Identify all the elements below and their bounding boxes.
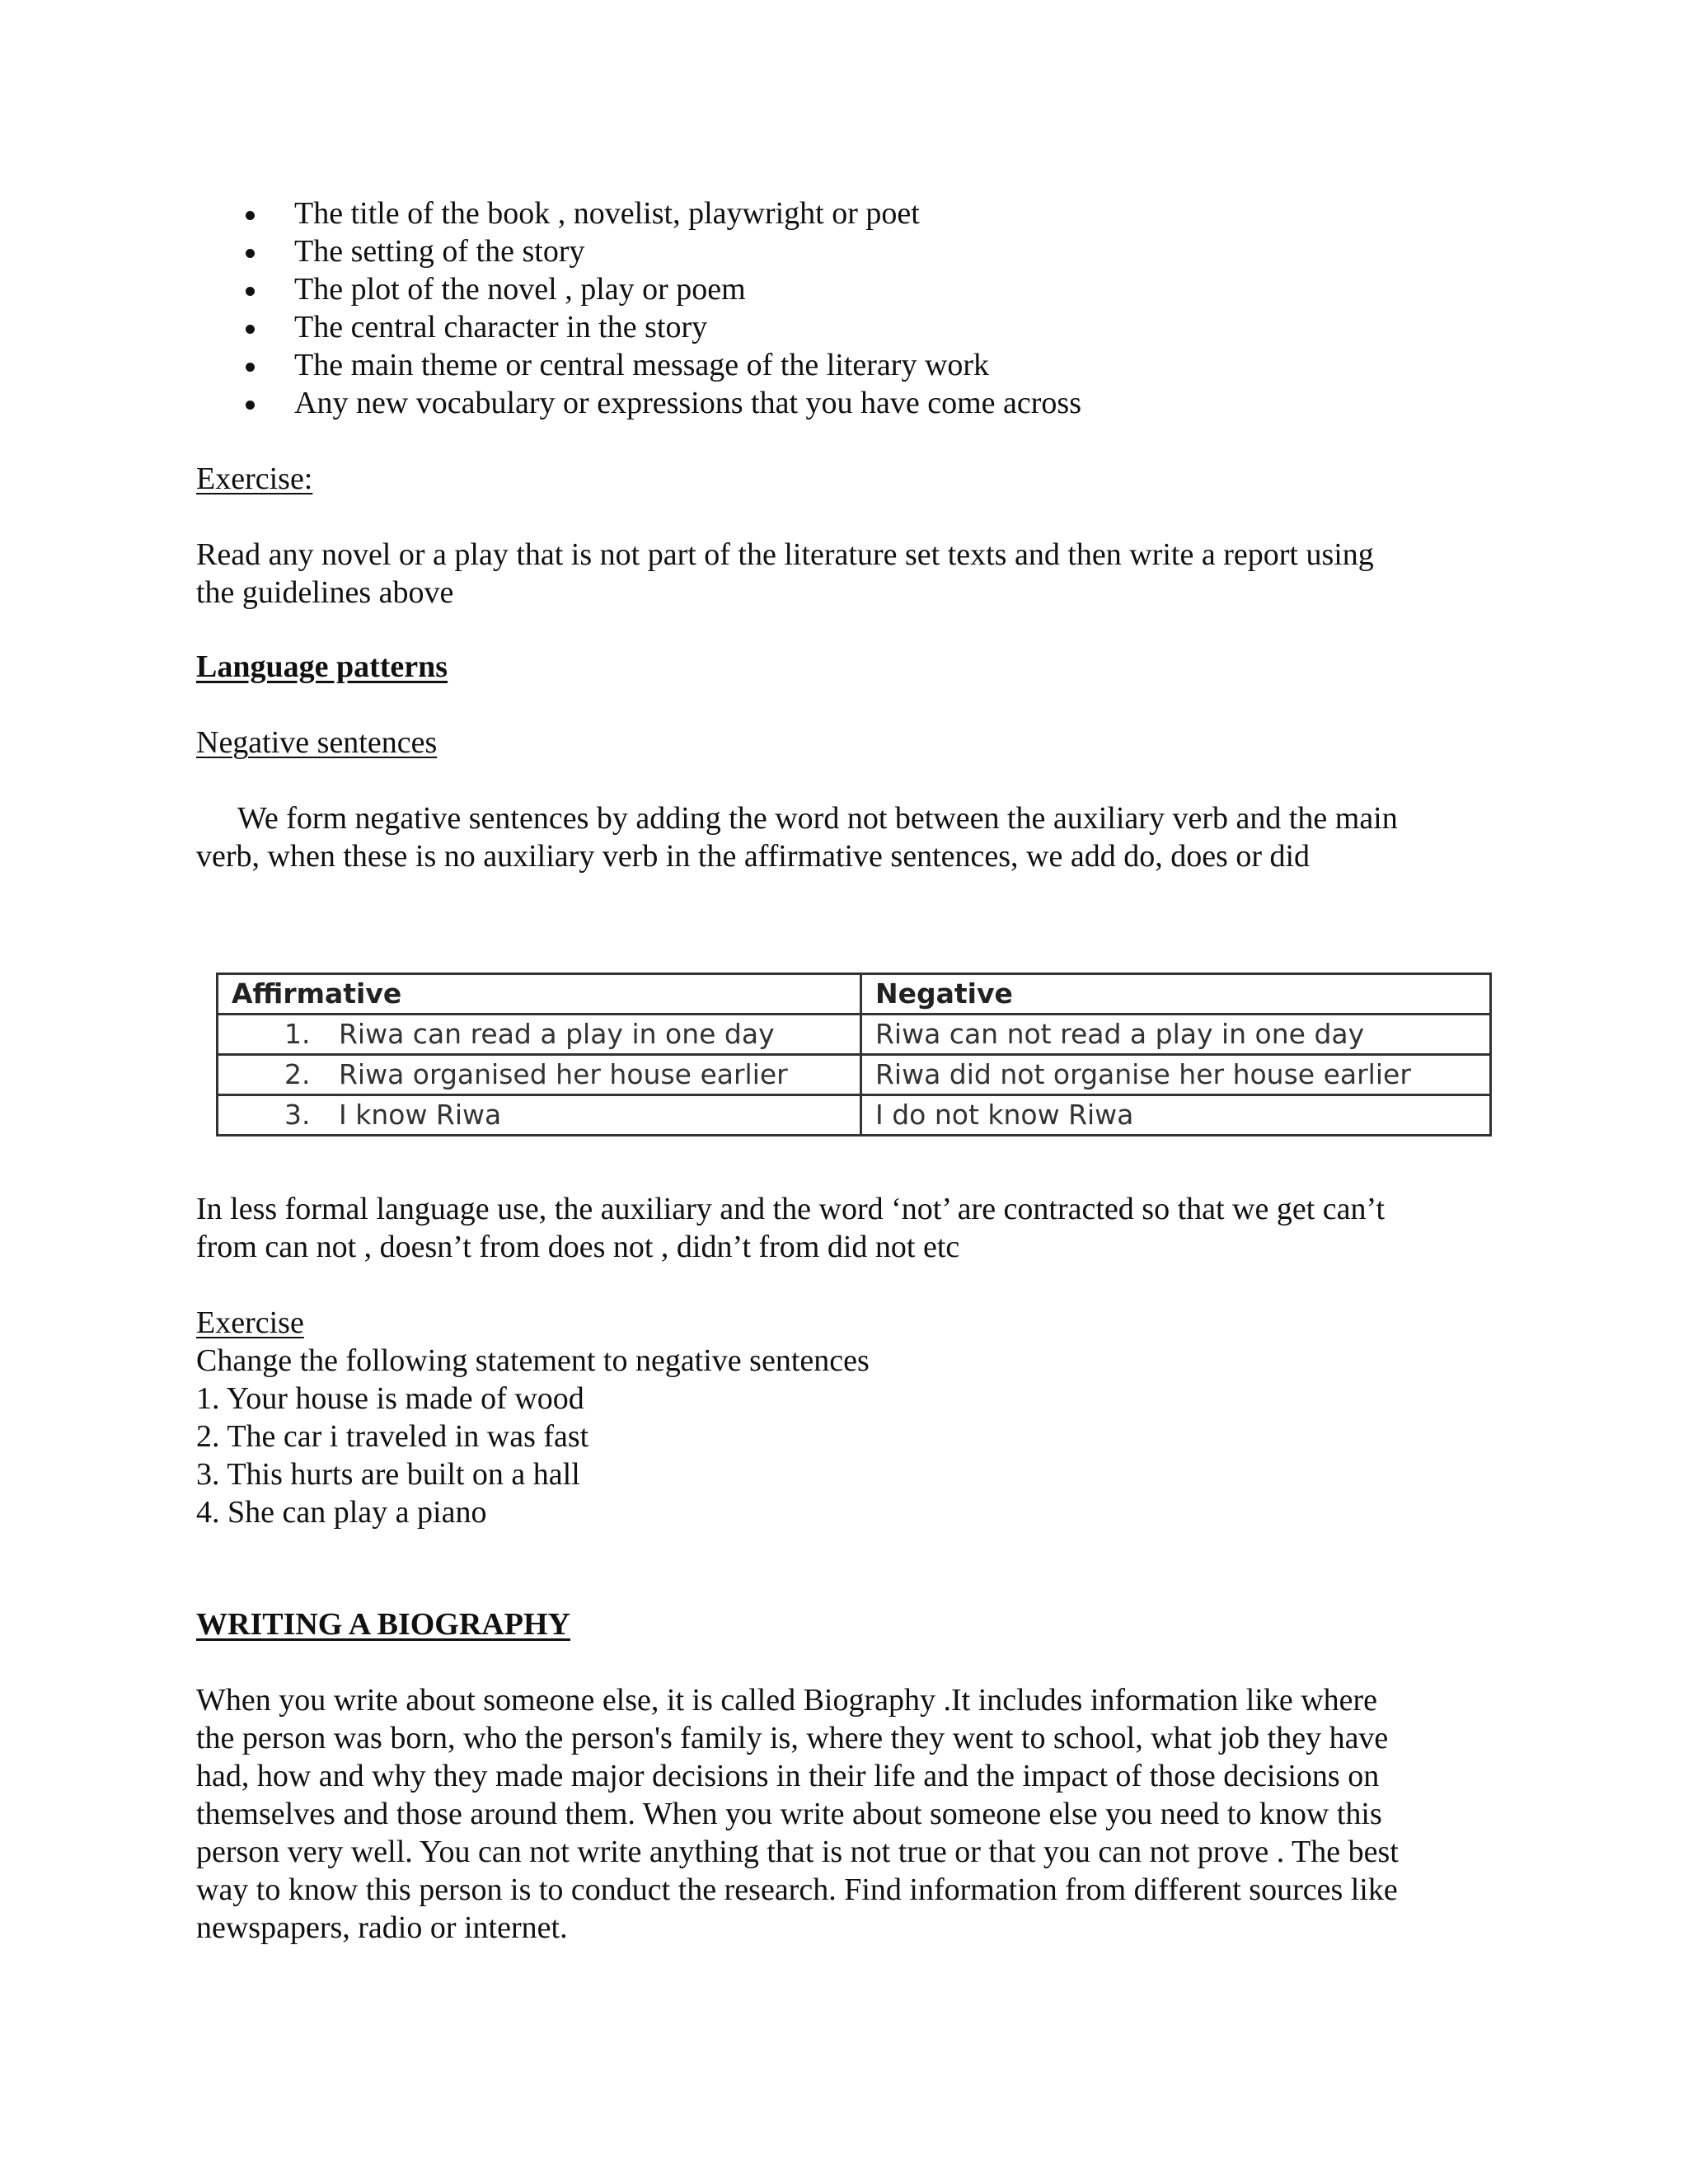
row-number: 1. xyxy=(284,1018,311,1050)
exercise-1-text-line: the guidelines above xyxy=(196,575,454,610)
affirmative-cell xyxy=(218,1055,861,1095)
negative-sentences-para-block xyxy=(196,799,1482,875)
affirmative-cell xyxy=(218,1015,861,1055)
exercise-2-item: 3. This hurts are built on a hall xyxy=(196,1457,580,1492)
row-number: 3. xyxy=(284,1099,311,1131)
bullet-text: The main theme or central message of the literary work xyxy=(294,348,990,382)
exercise-2-item: 2. The car i traveled in was fast xyxy=(196,1419,589,1454)
negative-cell: I do not know Riwa xyxy=(861,1095,1491,1136)
biography-line: When you write about someone else, it is called Biography .It includes information like where xyxy=(196,1683,1378,1718)
negative-para-line: We form negative sentences by adding the word not between the auxiliary verb and the main xyxy=(237,801,1398,836)
table-header-affirmative: Affirmative xyxy=(218,974,861,1015)
negative-sentences-heading-block xyxy=(196,724,1482,762)
bullet-item xyxy=(196,346,1482,384)
bullet-list-block xyxy=(196,194,1482,422)
biography-line: way to know this person is to conduct the research. Find information from different sources like xyxy=(196,1872,1398,1907)
biography-line: had, how and why they made major decisions in their life and the impact of those decisions on xyxy=(196,1759,1380,1793)
language-patterns-heading-block xyxy=(196,648,1482,686)
affirmative-negative-table xyxy=(216,972,1492,1137)
bullet-dot-icon xyxy=(246,325,255,334)
biography-heading: WRITING A BIOGRAPHY xyxy=(196,1607,570,1642)
biography-line: newspapers, radio or internet. xyxy=(196,1910,568,1945)
biography-line: person very well. You can not write anything that is not true or that you can not prove . The best xyxy=(196,1835,1399,1869)
bullet-item xyxy=(196,232,1482,270)
contraction-line: from can not , doesn’t from does not , didn’t from did not etc xyxy=(196,1230,960,1264)
table-row xyxy=(218,1095,1491,1136)
exercise-1-text-line: Read any novel or a play that is not part of the literature set texts and then write a report using xyxy=(196,537,1374,572)
table-header-negative: Negative xyxy=(861,974,1491,1015)
bullet-item xyxy=(196,308,1482,346)
bullet-item xyxy=(196,270,1482,308)
bullet-dot-icon xyxy=(246,287,255,296)
bullet-dot-icon xyxy=(246,401,255,410)
biography-line: the person was born, who the person's family is, where they went to school, what job they have xyxy=(196,1721,1389,1755)
contraction-line: In less formal language use, the auxiliary and the word ‘not’ are contracted so that we get can’t xyxy=(196,1192,1386,1226)
bullet-text: Any new vocabulary or expressions that you have come across xyxy=(294,386,1081,420)
exercise-2-item: 1. Your house is made of wood xyxy=(196,1381,584,1416)
bullet-dot-icon xyxy=(246,249,255,258)
exercise-2-item: 4. She can play a piano xyxy=(196,1495,487,1530)
table-row xyxy=(218,1015,1491,1055)
bullet-text: The plot of the novel , play or poem xyxy=(294,272,746,307)
exercise-2-instruction: Change the following statement to negative sentences xyxy=(196,1343,870,1378)
exercise-1-heading-block xyxy=(196,460,1482,498)
affirmative-text: Riwa can read a play in one day xyxy=(339,1018,775,1050)
negative-para-line: verb, when these is no auxiliary verb in the affirmative sentences, we add do, does or did xyxy=(196,839,1311,874)
bullet-text: The central character in the story xyxy=(294,310,708,344)
negative-sentences-heading: Negative sentences xyxy=(196,725,438,760)
affirmative-cell xyxy=(218,1095,861,1136)
biography-paragraph-block xyxy=(196,1681,1482,1947)
language-patterns-heading: Language patterns xyxy=(196,649,448,684)
bullet-text: The setting of the story xyxy=(294,234,585,269)
affirmative-text: I know Riwa xyxy=(339,1099,502,1131)
exercise-1-text-block xyxy=(196,536,1482,612)
contraction-para-block xyxy=(196,1190,1482,1266)
affirmative-text: Riwa organised her house earlier xyxy=(339,1058,788,1090)
table-header-row xyxy=(218,974,1491,1015)
biography-heading-block xyxy=(196,1605,1482,1643)
bullet-text: The title of the book , novelist, playwright or poet xyxy=(294,196,920,231)
biography-line: themselves and those around them. When you write about someone else you need to know this xyxy=(196,1797,1382,1831)
negative-cell: Riwa can not read a play in one day xyxy=(861,1015,1491,1055)
bullet-dot-icon xyxy=(246,211,255,220)
row-number: 2. xyxy=(284,1058,311,1090)
table-row xyxy=(218,1055,1491,1095)
negative-cell: Riwa did not organise her house earlier xyxy=(861,1055,1491,1095)
exercise-2-heading: Exercise xyxy=(196,1305,304,1340)
exercise-2-block xyxy=(196,1304,1482,1531)
bullet-dot-icon xyxy=(246,363,255,372)
bullet-item xyxy=(196,194,1482,232)
exercise-1-heading: Exercise: xyxy=(196,462,313,496)
guideline-bullets xyxy=(196,194,1482,422)
bullet-item xyxy=(196,384,1482,422)
